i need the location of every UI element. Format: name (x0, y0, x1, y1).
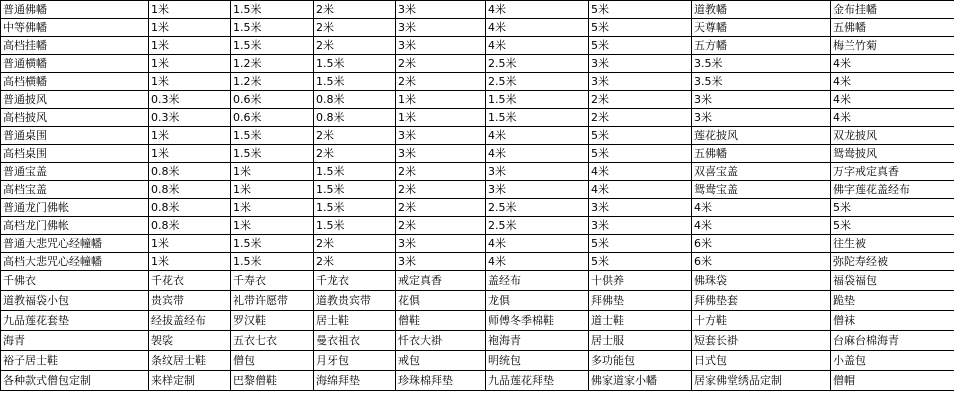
row-label-cell: 高档宝盖 (1, 181, 149, 199)
row-label-cell: 高档横幡 (1, 73, 149, 91)
table-cell: 短套长褂 (692, 331, 831, 351)
table-cell: 僧包 (231, 351, 314, 371)
table-cell: 1米 (231, 163, 314, 181)
table-cell: 双龙披风 (831, 127, 954, 145)
table-cell: 2米 (314, 19, 396, 37)
table-cell: 4米 (486, 19, 589, 37)
table-cell: 0.8米 (149, 181, 231, 199)
table-cell: 2米 (396, 217, 486, 235)
table-cell: 鸳鸯宝盖 (692, 181, 831, 199)
table-cell: 3米 (589, 73, 692, 91)
table-cell: 天尊幡 (692, 19, 831, 37)
table-cell: 4米 (486, 127, 589, 145)
table-cell: 3米 (589, 199, 692, 217)
table-cell: 1米 (149, 253, 231, 271)
table-cell: 3米 (692, 91, 831, 109)
table-cell: 4米 (486, 37, 589, 55)
table-cell: 3米 (692, 109, 831, 127)
table-cell: 4米 (486, 1, 589, 19)
table-cell: 龙俱 (486, 291, 589, 311)
table-cell: 居士服 (589, 331, 692, 351)
table-cell: 弥陀寿经被 (831, 253, 954, 271)
table-cell: 1米 (396, 91, 486, 109)
table-cell: 五衣七衣 (231, 331, 314, 351)
table-cell: 2米 (396, 55, 486, 73)
table-cell: 1米 (149, 145, 231, 163)
row-label-cell: 道教福袋小包 (1, 291, 149, 311)
table-cell: 2米 (589, 91, 692, 109)
table-row (1, 109, 954, 127)
table-row (1, 311, 954, 331)
table-cell: 5米 (589, 235, 692, 253)
table-cell: 双喜宝盖 (692, 163, 831, 181)
table-cell: 福袋福包 (831, 271, 954, 291)
table-cell: 1米 (231, 217, 314, 235)
table-cell: 4米 (831, 55, 954, 73)
row-label-cell: 各种款式僧包定制 (1, 371, 149, 391)
table-row (1, 217, 954, 235)
row-label-cell: 普通大悲咒心经幢幡 (1, 235, 149, 253)
table-row (1, 199, 954, 217)
table-cell: 日式包 (692, 351, 831, 371)
table-cell: 4米 (486, 253, 589, 271)
table-cell: 0.6米 (231, 109, 314, 127)
table-cell: 1.5米 (314, 163, 396, 181)
table-cell: 戒定真香 (396, 271, 486, 291)
table-cell: 千寿衣 (231, 271, 314, 291)
table-cell: 1.5米 (314, 55, 396, 73)
table-cell: 4米 (831, 91, 954, 109)
table-cell: 3米 (396, 37, 486, 55)
table-cell: 忏衣大褂 (396, 331, 486, 351)
table-cell: 拜佛垫套 (692, 291, 831, 311)
table-row (1, 19, 954, 37)
table-row (1, 163, 954, 181)
table-cell: 往生被 (831, 235, 954, 253)
table-cell: 1.5米 (314, 199, 396, 217)
table-cell: 4米 (486, 235, 589, 253)
table-cell: 千龙衣 (314, 271, 396, 291)
table-cell: 2米 (314, 37, 396, 55)
table-cell: 1.5米 (314, 181, 396, 199)
row-label-cell: 普通佛幡 (1, 1, 149, 19)
table-cell: 1.5米 (314, 217, 396, 235)
row-label-cell: 海青 (1, 331, 149, 351)
table-cell: 1米 (149, 127, 231, 145)
row-label-cell: 高档龙门佛帐 (1, 217, 149, 235)
table-row (1, 1, 954, 19)
table-cell: 3米 (589, 55, 692, 73)
table-cell: 1.5米 (486, 109, 589, 127)
row-label-cell: 普通披风 (1, 91, 149, 109)
table-cell: 鸳鸯披风 (831, 145, 954, 163)
table-cell: 袈裟 (149, 331, 231, 351)
table-cell: 3.5米 (692, 55, 831, 73)
table-cell: 师傅冬季棉鞋 (486, 311, 589, 331)
table-cell: 2.5米 (486, 55, 589, 73)
row-label-cell: 千佛衣 (1, 271, 149, 291)
table-cell: 1.5米 (231, 1, 314, 19)
table-cell: 十供养 (589, 271, 692, 291)
row-label-cell: 普通龙门佛帐 (1, 199, 149, 217)
table-cell: 千花衣 (149, 271, 231, 291)
row-label-cell: 普通桌围 (1, 127, 149, 145)
table-cell: 十方鞋 (692, 311, 831, 331)
table-cell: 小盖包 (831, 351, 954, 371)
table-row (1, 91, 954, 109)
table-row (1, 127, 954, 145)
table-cell: 珍珠棉拜垫 (396, 371, 486, 391)
table-cell: 0.8米 (314, 109, 396, 127)
table-cell: 1米 (149, 235, 231, 253)
table-cell: 5米 (589, 37, 692, 55)
table-cell: 1米 (231, 199, 314, 217)
table-cell: 五佛幡 (831, 19, 954, 37)
table-cell: 来样定制 (149, 371, 231, 391)
row-label-cell: 普通宝盖 (1, 163, 149, 181)
table-cell: 3.5米 (692, 73, 831, 91)
row-label-cell: 高档大悲咒心经幢幡 (1, 253, 149, 271)
table-cell: 2.5米 (486, 217, 589, 235)
table-cell: 3米 (396, 253, 486, 271)
table-cell: 3米 (396, 19, 486, 37)
table-cell: 3米 (396, 235, 486, 253)
table-cell: 4米 (486, 145, 589, 163)
table-cell: 佛珠袋 (692, 271, 831, 291)
table-row (1, 291, 954, 311)
table-cell: 1.5米 (314, 73, 396, 91)
table-cell: 2米 (314, 127, 396, 145)
table-cell: 梅兰竹菊 (831, 37, 954, 55)
table-row (1, 37, 954, 55)
row-label-cell: 高档挂幡 (1, 37, 149, 55)
table-cell: 1.5米 (486, 91, 589, 109)
table-cell: 6米 (692, 235, 831, 253)
table-cell: 1.5米 (231, 127, 314, 145)
table-cell: 2米 (396, 73, 486, 91)
row-label-cell: 高档披风 (1, 109, 149, 127)
table-cell: 多功能包 (589, 351, 692, 371)
table-cell: 1.5米 (231, 253, 314, 271)
table-cell: 0.3米 (149, 91, 231, 109)
row-label-cell: 九品莲花套垫 (1, 311, 149, 331)
table-cell: 0.6米 (231, 91, 314, 109)
table-cell: 明统包 (486, 351, 589, 371)
table-cell: 五佛幡 (692, 145, 831, 163)
table-cell: 礼带许愿带 (231, 291, 314, 311)
table-cell: 6米 (692, 253, 831, 271)
table-cell: 1米 (231, 181, 314, 199)
table-cell: 2.5米 (486, 199, 589, 217)
row-label-cell: 中等佛幡 (1, 19, 149, 37)
table-row (1, 181, 954, 199)
table-cell: 金布挂幡 (831, 1, 954, 19)
table-cell: 曼衣祖衣 (314, 331, 396, 351)
table-cell: 4米 (589, 181, 692, 199)
table-cell: 莲花披风 (692, 127, 831, 145)
table-cell: 0.3米 (149, 109, 231, 127)
table-row (1, 271, 954, 291)
row-label-cell: 高档桌围 (1, 145, 149, 163)
table-cell: 僧袜 (831, 311, 954, 331)
table-cell: 佛字莲花盖经布 (831, 181, 954, 199)
table-cell: 万字戒定真香 (831, 163, 954, 181)
table-cell: 居士鞋 (314, 311, 396, 331)
table-cell: 袍海青 (486, 331, 589, 351)
table-cell: 罗汉鞋 (231, 311, 314, 331)
table-cell: 4米 (692, 217, 831, 235)
table-cell: 2米 (314, 235, 396, 253)
table-cell: 3米 (396, 145, 486, 163)
table-cell: 3米 (486, 163, 589, 181)
table-cell: 2米 (589, 109, 692, 127)
table-cell: 戒包 (396, 351, 486, 371)
table-cell: 花俱 (396, 291, 486, 311)
table-cell: 台麻台棉海青 (831, 331, 954, 351)
table-cell: 僧帽 (831, 371, 954, 391)
table-cell: 月牙包 (314, 351, 396, 371)
table-cell: 3米 (396, 1, 486, 19)
table-cell: 盖经布 (486, 271, 589, 291)
table-row (1, 371, 954, 391)
table-cell: 居家佛堂绣品定制 (692, 371, 831, 391)
table-cell: 5米 (831, 199, 954, 217)
table-cell: 0.8米 (149, 199, 231, 217)
table-cell: 1.2米 (231, 73, 314, 91)
table-cell: 1.5米 (231, 37, 314, 55)
table-cell: 3米 (396, 127, 486, 145)
table-cell: 0.8米 (149, 217, 231, 235)
table-cell: 5米 (589, 253, 692, 271)
table-cell: 2米 (396, 163, 486, 181)
table-cell: 五方幡 (692, 37, 831, 55)
table-row (1, 331, 954, 351)
table-row (1, 55, 954, 73)
table-cell: 1米 (149, 19, 231, 37)
table-cell: 3米 (486, 181, 589, 199)
table-cell: 5米 (831, 217, 954, 235)
table-cell: 1米 (149, 1, 231, 19)
table-cell: 5米 (589, 1, 692, 19)
table-cell: 5米 (589, 127, 692, 145)
table-cell: 4米 (692, 199, 831, 217)
table-row (1, 253, 954, 271)
table-row (1, 235, 954, 253)
table-cell: 跪垫 (831, 291, 954, 311)
table-cell: 经拔盖经布 (149, 311, 231, 331)
table-cell: 4米 (831, 73, 954, 91)
table-cell: 拜佛垫 (589, 291, 692, 311)
table-row (1, 351, 954, 371)
table-cell: 5米 (589, 19, 692, 37)
table-cell: 5米 (589, 145, 692, 163)
table-cell: 3米 (589, 217, 692, 235)
table-cell: 1.5米 (231, 235, 314, 253)
table-cell: 佛家道家小幡 (589, 371, 692, 391)
table-cell: 僧鞋 (396, 311, 486, 331)
table-cell: 1.5米 (231, 19, 314, 37)
table-cell: 0.8米 (149, 163, 231, 181)
table-cell: 道教幡 (692, 1, 831, 19)
table-cell: 道士鞋 (589, 311, 692, 331)
table-cell: 1米 (149, 37, 231, 55)
table-cell: 2米 (396, 199, 486, 217)
table-cell: 海绵拜垫 (314, 371, 396, 391)
table-row (1, 73, 954, 91)
table-row (1, 145, 954, 163)
table-cell: 1米 (149, 73, 231, 91)
table-cell: 1.2米 (231, 55, 314, 73)
table-cell: 条纹居士鞋 (149, 351, 231, 371)
table-cell: 2米 (314, 253, 396, 271)
table-cell: 4米 (831, 109, 954, 127)
table-cell: 4米 (589, 163, 692, 181)
row-label-cell: 普通横幡 (1, 55, 149, 73)
table-cell: 九品莲花拜垫 (486, 371, 589, 391)
table-cell: 1.5米 (231, 145, 314, 163)
table-cell: 2米 (396, 181, 486, 199)
table-cell: 道教贵宾带 (314, 291, 396, 311)
table-cell: 2米 (314, 145, 396, 163)
table-cell: 2.5米 (486, 73, 589, 91)
table-cell: 2米 (314, 1, 396, 19)
row-label-cell: 裕子居士鞋 (1, 351, 149, 371)
table-cell: 贵宾带 (149, 291, 231, 311)
table-cell: 0.8米 (314, 91, 396, 109)
table-cell: 1米 (396, 109, 486, 127)
table-cell: 1米 (149, 55, 231, 73)
table-cell: 巴黎僧鞋 (231, 371, 314, 391)
